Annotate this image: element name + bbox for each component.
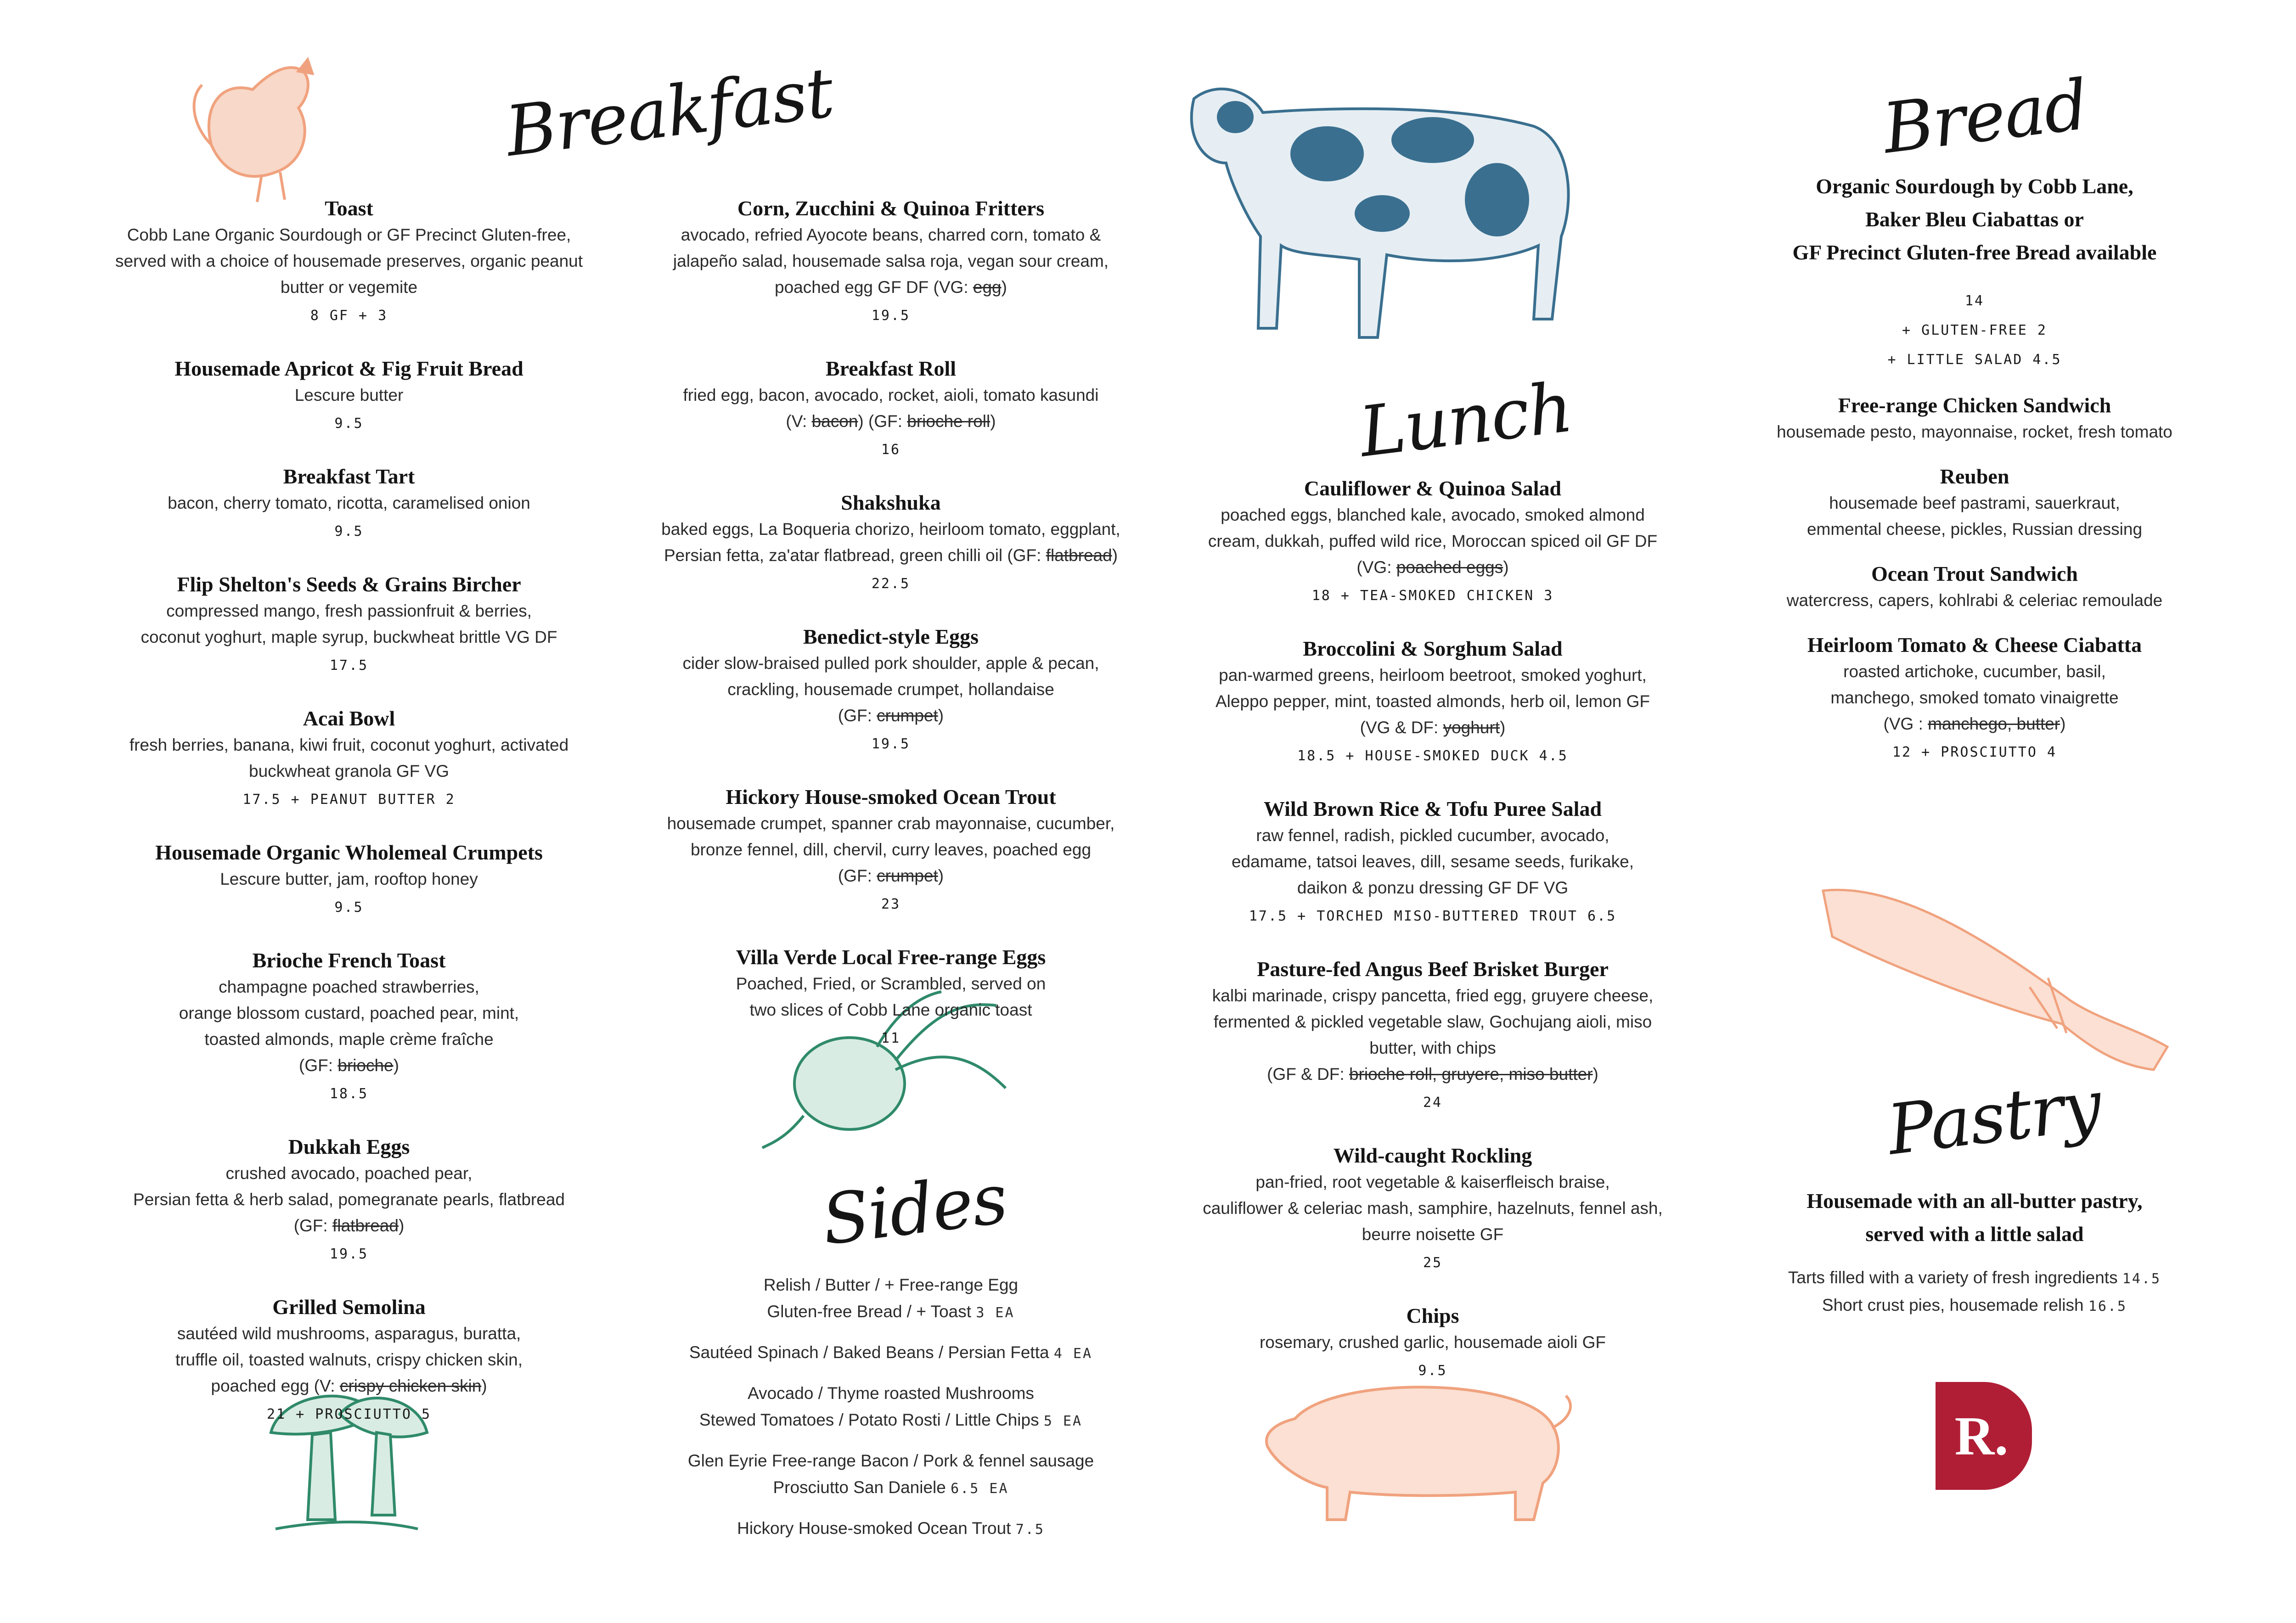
pastry-item: Short crust pies, housemade relish 16.5 — [1822, 1296, 2127, 1314]
pastry-section — [1717, 1185, 2232, 1320]
breakfast-column-1 — [92, 195, 606, 1454]
item-title: Breakfast Roll — [825, 357, 957, 380]
item-desc: cauliflower & celeriac mash, samphire, hazelnuts, fennel ash, — [1203, 1199, 1663, 1218]
item-desc: Aleppo pepper, mint, toasted almonds, herb oil, lemon GF — [1215, 692, 1650, 711]
side-line: Relish / Butter / + Free-range Egg — [763, 1275, 1019, 1294]
item-note: (GF: crumpet) — [838, 706, 944, 725]
menu-item — [1176, 1142, 1690, 1277]
sides-list — [634, 1272, 1148, 1556]
item-note: poached egg GF DF (VG: egg) — [775, 278, 1007, 297]
item-desc: fermented & pickled vegetable slaw, Gochujang aioli, miso — [1213, 1012, 1652, 1031]
menu-item — [634, 355, 1148, 464]
item-note: (VG: poached eggs) — [1356, 558, 1509, 577]
item-note: (GF: crumpet) — [838, 866, 944, 885]
item-title: Corn, Zucchini & Quinoa Fritters — [737, 197, 1045, 220]
item-desc: Lescure butter, jam, rooftop honey — [220, 870, 478, 888]
item-desc: served with a choice of housemade preserves, organic peanut — [115, 252, 583, 270]
item-price: 8 GF + 3 — [310, 308, 388, 324]
item-price: 18.5 — [329, 1086, 369, 1102]
pastry-item: Tarts filled with a variety of fresh ingredients 14.5 — [1788, 1268, 2161, 1287]
item-desc: poached eggs, blanched kale, avocado, smoked almond — [1221, 505, 1645, 524]
item-note: Persian fetta, za'atar flatbread, green chilli oil (GF: flatbread) — [664, 546, 1118, 565]
side-line: Avocado / Thyme roasted Mushrooms — [748, 1384, 1034, 1403]
bread-price: + GLUTEN-FREE 2 — [1902, 322, 2047, 338]
item-desc: roasted artichoke, cucumber, basil, — [1843, 662, 2106, 681]
item-desc: compressed mango, fresh passionfruit & berries, — [166, 601, 532, 620]
item-title: Pasture-fed Angus Beef Brisket Burger — [1257, 957, 1609, 981]
pastry-price: 16.5 — [2088, 1298, 2127, 1314]
pastry-intro-line: served with a little salad — [1865, 1222, 2084, 1246]
item-desc: avocado, refried Ayocote beans, charred corn, tomato & — [681, 225, 1101, 244]
item-price: 18 + TEA-SMOKED CHICKEN 3 — [1311, 588, 1554, 604]
item-price: 12 + PROSCIUTTO 4 — [1892, 744, 2057, 760]
menu-item — [92, 355, 606, 438]
side-price: 6.5 EA — [951, 1481, 1009, 1497]
breakfast-column-2 — [634, 195, 1148, 1078]
item-title: Housemade Apricot & Fig Fruit Bread — [174, 357, 523, 380]
menu-item — [1176, 1303, 1690, 1385]
item-price: 11 — [881, 1030, 901, 1046]
side-item — [634, 1448, 1148, 1502]
item-price: 19.5 — [871, 308, 911, 324]
item-price: 16 — [881, 442, 901, 458]
item-desc: Persian fetta & herb salad, pomegranate pearls, flatbread — [133, 1190, 565, 1209]
item-price: 9.5 — [334, 523, 364, 539]
item-title: Brioche French Toast — [252, 949, 446, 972]
item-price: 23 — [881, 896, 901, 912]
item-desc: housemade beef pastrami, sauerkraut, — [1829, 494, 2120, 512]
item-desc: daikon & ponzu dressing GF DF VG — [1297, 878, 1569, 897]
item-desc: watercress, capers, kohlrabi & celeriac remoulade — [1786, 591, 2163, 610]
item-title: Flip Shelton's Seeds & Grains Bircher — [177, 573, 521, 596]
side-line: Glen Eyrie Free-range Bacon / Pork & fennel sausage — [687, 1451, 1094, 1470]
item-title: Heirloom Tomato & Cheese Ciabatta — [1807, 633, 2142, 657]
item-desc: butter, with chips — [1369, 1039, 1496, 1057]
bread-price: 14 — [1964, 293, 1985, 309]
bread-intro-line: Organic Sourdough by Cobb Lane, — [1816, 174, 2133, 198]
item-title: Free-range Chicken Sandwich — [1838, 393, 2111, 417]
item-title: Ocean Trout Sandwich — [1871, 562, 2078, 585]
heading-lunch: Lunch — [1355, 367, 1576, 473]
heading-sides: Sides — [817, 1159, 1011, 1261]
side-line: Hickory House-smoked Ocean Trout 7.5 — [737, 1519, 1045, 1538]
item-title: Chips — [1406, 1304, 1459, 1327]
menu-item — [1176, 635, 1690, 770]
item-price: 9.5 — [334, 899, 364, 915]
menu-item — [92, 571, 606, 680]
item-price: 21 + PROSCIUTTO 5 — [266, 1406, 432, 1422]
side-price: 3 EA — [976, 1305, 1015, 1321]
item-price: 25 — [1423, 1255, 1443, 1271]
item-desc: pan-fried, root vegetable & kaiserfleisch braise, — [1255, 1173, 1610, 1191]
item-price: 17.5 + TORCHED MISO-BUTTERED TROUT 6.5 — [1249, 908, 1617, 924]
item-title: Hickory House-smoked Ocean Trout — [726, 785, 1056, 809]
side-price: 7.5 — [1015, 1522, 1045, 1538]
bread-intro-line: Baker Bleu Ciabattas or — [1865, 208, 2084, 231]
item-desc: fried egg, bacon, avocado, rocket, aioli, tomato kasundi — [683, 386, 1099, 404]
item-desc: kalbi marinade, crispy pancetta, fried egg, gruyere cheese, — [1212, 986, 1654, 1005]
item-title: Reuben — [1940, 465, 2009, 488]
heading-pastry: Pastry — [1883, 1065, 2105, 1171]
item-desc: crackling, housemade crumpet, hollandaise — [727, 680, 1054, 699]
cow-illustration — [1176, 62, 1589, 374]
item-desc: butter or vegemite — [280, 278, 418, 297]
item-desc: raw fennel, radish, pickled cucumber, avocado, — [1256, 826, 1609, 845]
item-price: 22.5 — [871, 576, 911, 592]
item-note: poached egg (V: crispy chicken skin) — [211, 1376, 487, 1395]
item-title: Dukkah Eggs — [288, 1135, 410, 1158]
item-desc: cider slow-braised pulled pork shoulder, apple & pecan, — [682, 654, 1099, 673]
menu-item — [634, 623, 1148, 758]
item-price: 17.5 + PEANUT BUTTER 2 — [242, 792, 456, 808]
item-desc: two slices of Cobb Lane organic toast — [749, 1000, 1032, 1019]
side-item — [634, 1380, 1148, 1435]
menu-item — [1176, 956, 1690, 1117]
pastry-intro-line: Housemade with an all-butter pastry, — [1806, 1189, 2143, 1213]
brand-logo — [1936, 1382, 2032, 1490]
item-desc: emmental cheese, pickles, Russian dressing — [1806, 520, 2143, 539]
side-item — [634, 1515, 1148, 1543]
item-desc: pan-warmed greens, heirloom beetroot, smoked yoghurt, — [1219, 666, 1647, 685]
side-line: Sautéed Spinach / Baked Beans / Persian Fetta 4 EA — [689, 1343, 1093, 1362]
item-title: Housemade Organic Wholemeal Crumpets — [155, 841, 543, 864]
item-desc: orange blossom custard, poached pear, mint, — [179, 1004, 519, 1022]
side-line: Gluten-free Bread / + Toast 3 EA — [767, 1302, 1015, 1321]
item-note: (V: bacon) (GF: brioche roll) — [786, 412, 996, 431]
menu-item — [1176, 796, 1690, 930]
side-item — [634, 1339, 1148, 1367]
menu-item — [1717, 392, 2232, 445]
side-line: Stewed Tomatoes / Potato Rosti / Little Chips 5 EA — [699, 1410, 1083, 1429]
side-price: 4 EA — [1053, 1346, 1093, 1362]
item-desc: fresh berries, banana, kiwi fruit, coconut yoghurt, activated — [129, 736, 569, 754]
menu-item — [92, 705, 606, 814]
bread-intro-line: GF Precinct Gluten-free Bread available — [1792, 241, 2157, 264]
item-note: (VG & DF: yoghurt) — [1360, 718, 1506, 737]
item-price: 9.5 — [1418, 1363, 1447, 1379]
side-item — [634, 1272, 1148, 1326]
menu-item — [634, 489, 1148, 598]
item-desc: rosemary, crushed garlic, housemade aioli GF — [1259, 1333, 1606, 1352]
item-desc: champagne poached strawberries, — [219, 977, 479, 996]
item-desc: jalapeño salad, housemade salsa roja, vegan sour cream, — [673, 252, 1109, 270]
item-desc: Lescure butter — [294, 386, 404, 404]
menu-item — [634, 784, 1148, 918]
lunch-column — [1176, 475, 1690, 1410]
bread-prices — [1717, 287, 2232, 374]
item-desc: housemade crumpet, spanner crab mayonnaise, cucumber, — [667, 814, 1115, 833]
menu-item — [92, 463, 606, 545]
item-desc: truffle oil, toasted walnuts, crispy chicken skin, — [175, 1350, 523, 1369]
item-desc: buckwheat granola GF VG — [249, 762, 449, 781]
item-desc: Cobb Lane Organic Sourdough or GF Precinct Gluten-free, — [127, 225, 571, 244]
menu-item — [634, 944, 1148, 1052]
item-price: 17.5 — [329, 657, 369, 674]
wheat-illustration — [1814, 872, 2181, 1084]
item-title: Villa Verde Local Free-range Eggs — [736, 945, 1046, 969]
heading-bread: Bread — [1879, 65, 2092, 169]
item-title: Benedict-style Eggs — [803, 625, 979, 648]
menu-item — [92, 195, 606, 330]
item-desc: bacon, cherry tomato, ricotta, caramelised onion — [168, 494, 530, 512]
item-price: 19.5 — [871, 736, 911, 752]
side-price: 5 EA — [1043, 1413, 1083, 1429]
item-note: (GF: brioche) — [299, 1056, 399, 1075]
menu-item — [1176, 475, 1690, 610]
item-price: 18.5 + HOUSE-SMOKED DUCK 4.5 — [1297, 748, 1568, 764]
menu-item — [92, 1134, 606, 1268]
menu-item — [92, 947, 606, 1108]
logo-letter: R. — [1954, 1405, 2009, 1466]
bread-intro — [1717, 170, 2232, 269]
item-desc: edamame, tatsoi leaves, dill, sesame seeds, furikake, — [1231, 852, 1634, 871]
item-price: 9.5 — [334, 416, 364, 432]
item-desc: housemade pesto, mayonnaise, rocket, fresh tomato — [1777, 422, 2172, 441]
item-title: Shakshuka — [841, 491, 941, 514]
item-title: Wild-caught Rockling — [1333, 1144, 1532, 1167]
item-title: Cauliflower & Quinoa Salad — [1304, 477, 1562, 500]
item-desc: baked eggs, La Boqueria chorizo, heirloom tomato, eggplant, — [661, 520, 1120, 539]
pastry-price: 14.5 — [2122, 1271, 2161, 1287]
item-desc: crushed avocado, poached pear, — [225, 1164, 473, 1183]
menu-item — [92, 1294, 606, 1428]
heading-breakfast: Breakfast — [501, 53, 838, 172]
item-desc: toasted almonds, maple crème fraîche — [204, 1030, 494, 1049]
item-title: Acai Bowl — [303, 707, 395, 730]
menu-item — [1717, 561, 2232, 613]
item-price: 19.5 — [329, 1246, 369, 1262]
bread-column — [1717, 170, 2232, 792]
item-desc: coconut yoghurt, maple syrup, buckwheat brittle VG DF — [141, 628, 557, 646]
hen-illustration — [184, 53, 335, 209]
item-title: Toast — [325, 197, 373, 220]
item-price: 24 — [1423, 1095, 1443, 1111]
item-desc: bronze fennel, dill, chervil, curry leaves, poached egg — [690, 840, 1092, 859]
menu-item — [1717, 463, 2232, 542]
item-desc: beurre noisette GF — [1362, 1225, 1504, 1244]
menu-item — [92, 839, 606, 921]
item-title: Broccolini & Sorghum Salad — [1303, 637, 1563, 660]
item-note: (GF: flatbread) — [293, 1216, 405, 1235]
item-desc: Poached, Fried, or Scrambled, served on — [736, 974, 1046, 993]
item-desc: cream, dukkah, puffed wild rice, Moroccan spiced oil GF DF — [1208, 532, 1658, 550]
bread-price: + LITTLE SALAD 4.5 — [1887, 352, 2062, 368]
item-title: Wild Brown Rice & Tofu Puree Salad — [1263, 797, 1602, 820]
item-title: Grilled Semolina — [272, 1295, 426, 1319]
pastry-intro — [1717, 1185, 2232, 1251]
menu-item — [1717, 632, 2232, 766]
item-note: (GF & DF: brioche roll, gruyere, miso butter) — [1267, 1065, 1598, 1084]
item-title: Breakfast Tart — [283, 465, 415, 488]
side-line: Prosciutto San Daniele 6.5 EA — [773, 1478, 1009, 1497]
item-desc: manchego, smoked tomato vinaigrette — [1830, 688, 2119, 707]
item-desc: sautéed wild mushrooms, asparagus, buratta, — [177, 1324, 521, 1343]
item-note: (VG : manchego, butter) — [1883, 714, 2066, 733]
menu-item — [634, 195, 1148, 330]
